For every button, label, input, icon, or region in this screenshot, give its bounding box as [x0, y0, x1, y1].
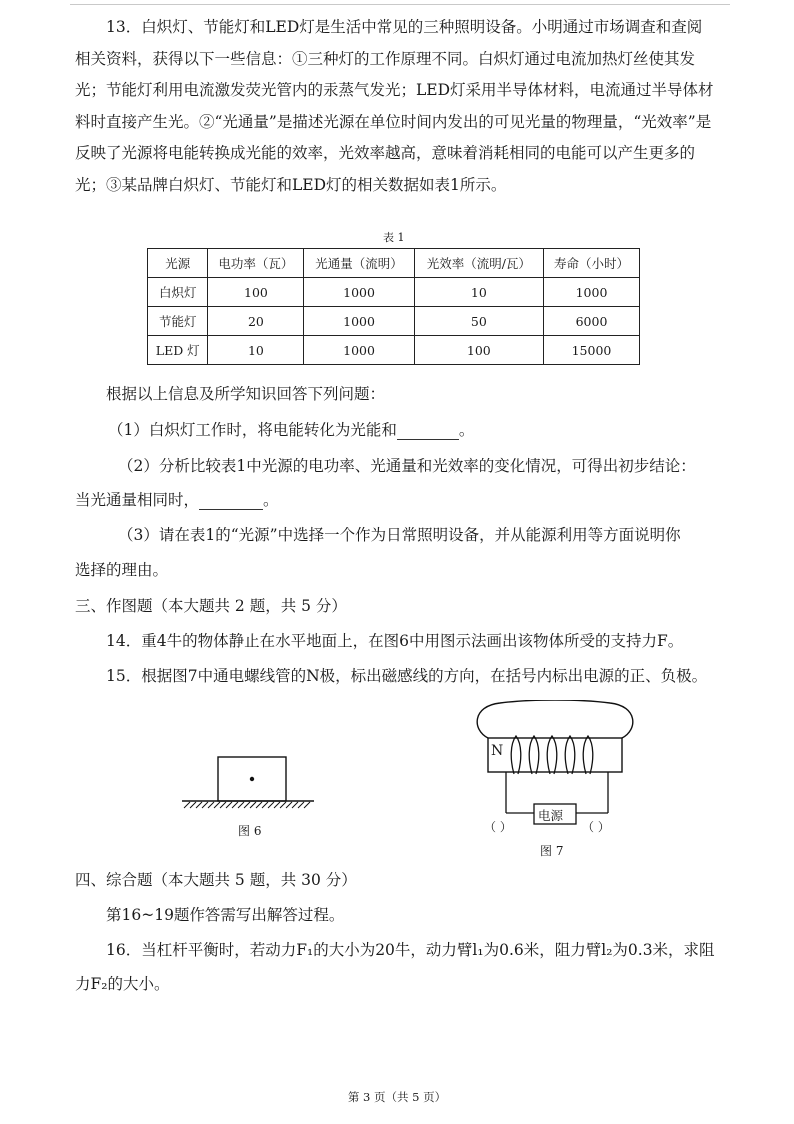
light-source-table: [147, 248, 640, 365]
table-cell: 1000: [304, 336, 414, 365]
top-rule: [70, 4, 730, 5]
table-header: 电功率（瓦）: [208, 249, 304, 278]
table-cell: 50: [414, 307, 543, 336]
table-cell: 100: [414, 336, 543, 365]
right-terminal-bracket[interactable]: （ ）: [582, 820, 610, 834]
answer-blank[interactable]: [199, 494, 263, 511]
q16-line1: 16．当杠杆平衡时，若动力F₁的大小为20牛，动力臂l₁为0.6米，阻力臂l₂为0.3米，求阻: [106, 941, 715, 959]
q14-text: 14．重4牛的物体静止在水平地面上，在图6中用图示法画出该物体所受的支持力F。: [106, 632, 684, 650]
q13-prompt: 根据以上信息及所学知识回答下列问题：: [106, 385, 386, 403]
table-header-row: [148, 249, 640, 278]
figure-7-label: 图 7: [540, 844, 564, 858]
page-footer: 第 3 页（共 5 页）: [347, 1090, 447, 1104]
table-cell: LED 灯: [148, 336, 208, 365]
q13-sub3-line2: 选择的理由。: [75, 561, 169, 579]
table-header: 寿命（小时）: [544, 249, 640, 278]
table-cell: 1000: [304, 278, 414, 307]
table-cell: 20: [208, 307, 304, 336]
table-row: [148, 336, 640, 365]
q16-line2: 力F₂的大小。: [75, 975, 170, 993]
magnetic-field-line: [477, 700, 633, 738]
table-cell: 10: [414, 278, 543, 307]
left-terminal-bracket[interactable]: （ ）: [484, 820, 512, 834]
table-cell: 10: [208, 336, 304, 365]
table-header: 光效率（流明/瓦）: [414, 249, 543, 278]
center-dot: [250, 777, 254, 781]
table-row: [148, 307, 640, 336]
q15-text: 15．根据图7中通电螺线管的N极，标出磁感线的方向，在括号内标出电源的正、负极。: [106, 667, 708, 685]
q13-sub2-line1: （2）分析比较表1中光源的电功率、光通量和光效率的变化情况，可得出初步结论：: [118, 457, 696, 475]
section3-heading: 三、作图题（本大题共 2 题，共 5 分）: [75, 597, 347, 615]
power-source-label: 电源: [538, 808, 564, 823]
q13-sub1: （1）白炽灯工作时，将电能转化为光能和 。: [108, 421, 475, 439]
section4-heading: 四、综合题（本大题共 5 题，共 30 分）: [75, 871, 357, 889]
figure-6-block-on-ground: [178, 755, 318, 815]
table-caption: 表 1: [383, 231, 405, 244]
table-cell: 1000: [544, 278, 640, 307]
table-header: 光源: [148, 249, 208, 278]
answer-blank[interactable]: [397, 424, 459, 441]
q13-paragraph: 13．白炽灯、节能灯和LED灯是生活中常见的三种照明设备。小明通过市场调查和查阅相关资料，获得以下一些信息：①三种灯的工作原理不同。白炽灯通过电流加热灯丝使其发光；节能灯利用电流激发荧光管内的汞蒸气发光；LED灯采用半导体材料，电流通过半导体材料时直接产生光。②“光通量”是描述光源在单位时间内发出的可见光量的物理量，“光效率”是反映了光源将电能转换成光能的效率，光效率越高，意味着消耗相同的电能可以产生更多的光；③某品牌白炽灯、节能灯和LED灯的相关数据如表1所示。: [75, 18, 714, 194]
table-cell: 100: [208, 278, 304, 307]
q13-sub2-line2: 当光通量相同时， 。: [75, 491, 279, 509]
q13-sub3-line1: （3）请在表1的“光源”中选择一个作为日常照明设备，并从能源利用等方面说明你: [118, 526, 681, 544]
n-pole-label: N: [491, 743, 504, 759]
table-cell: 15000: [544, 336, 640, 365]
table-row: [148, 278, 640, 307]
table-cell: 1000: [304, 307, 414, 336]
table-cell: 6000: [544, 307, 640, 336]
ground-hatch: [184, 802, 310, 808]
table-cell: 白炽灯: [148, 278, 208, 307]
section4-note: 第16~19题作答需写出解答过程。: [106, 906, 345, 924]
table-header: 光通量（流明）: [304, 249, 414, 278]
table-cell: 节能灯: [148, 307, 208, 336]
figure-6-label: 图 6: [238, 824, 262, 838]
coil-windings: [511, 736, 593, 774]
